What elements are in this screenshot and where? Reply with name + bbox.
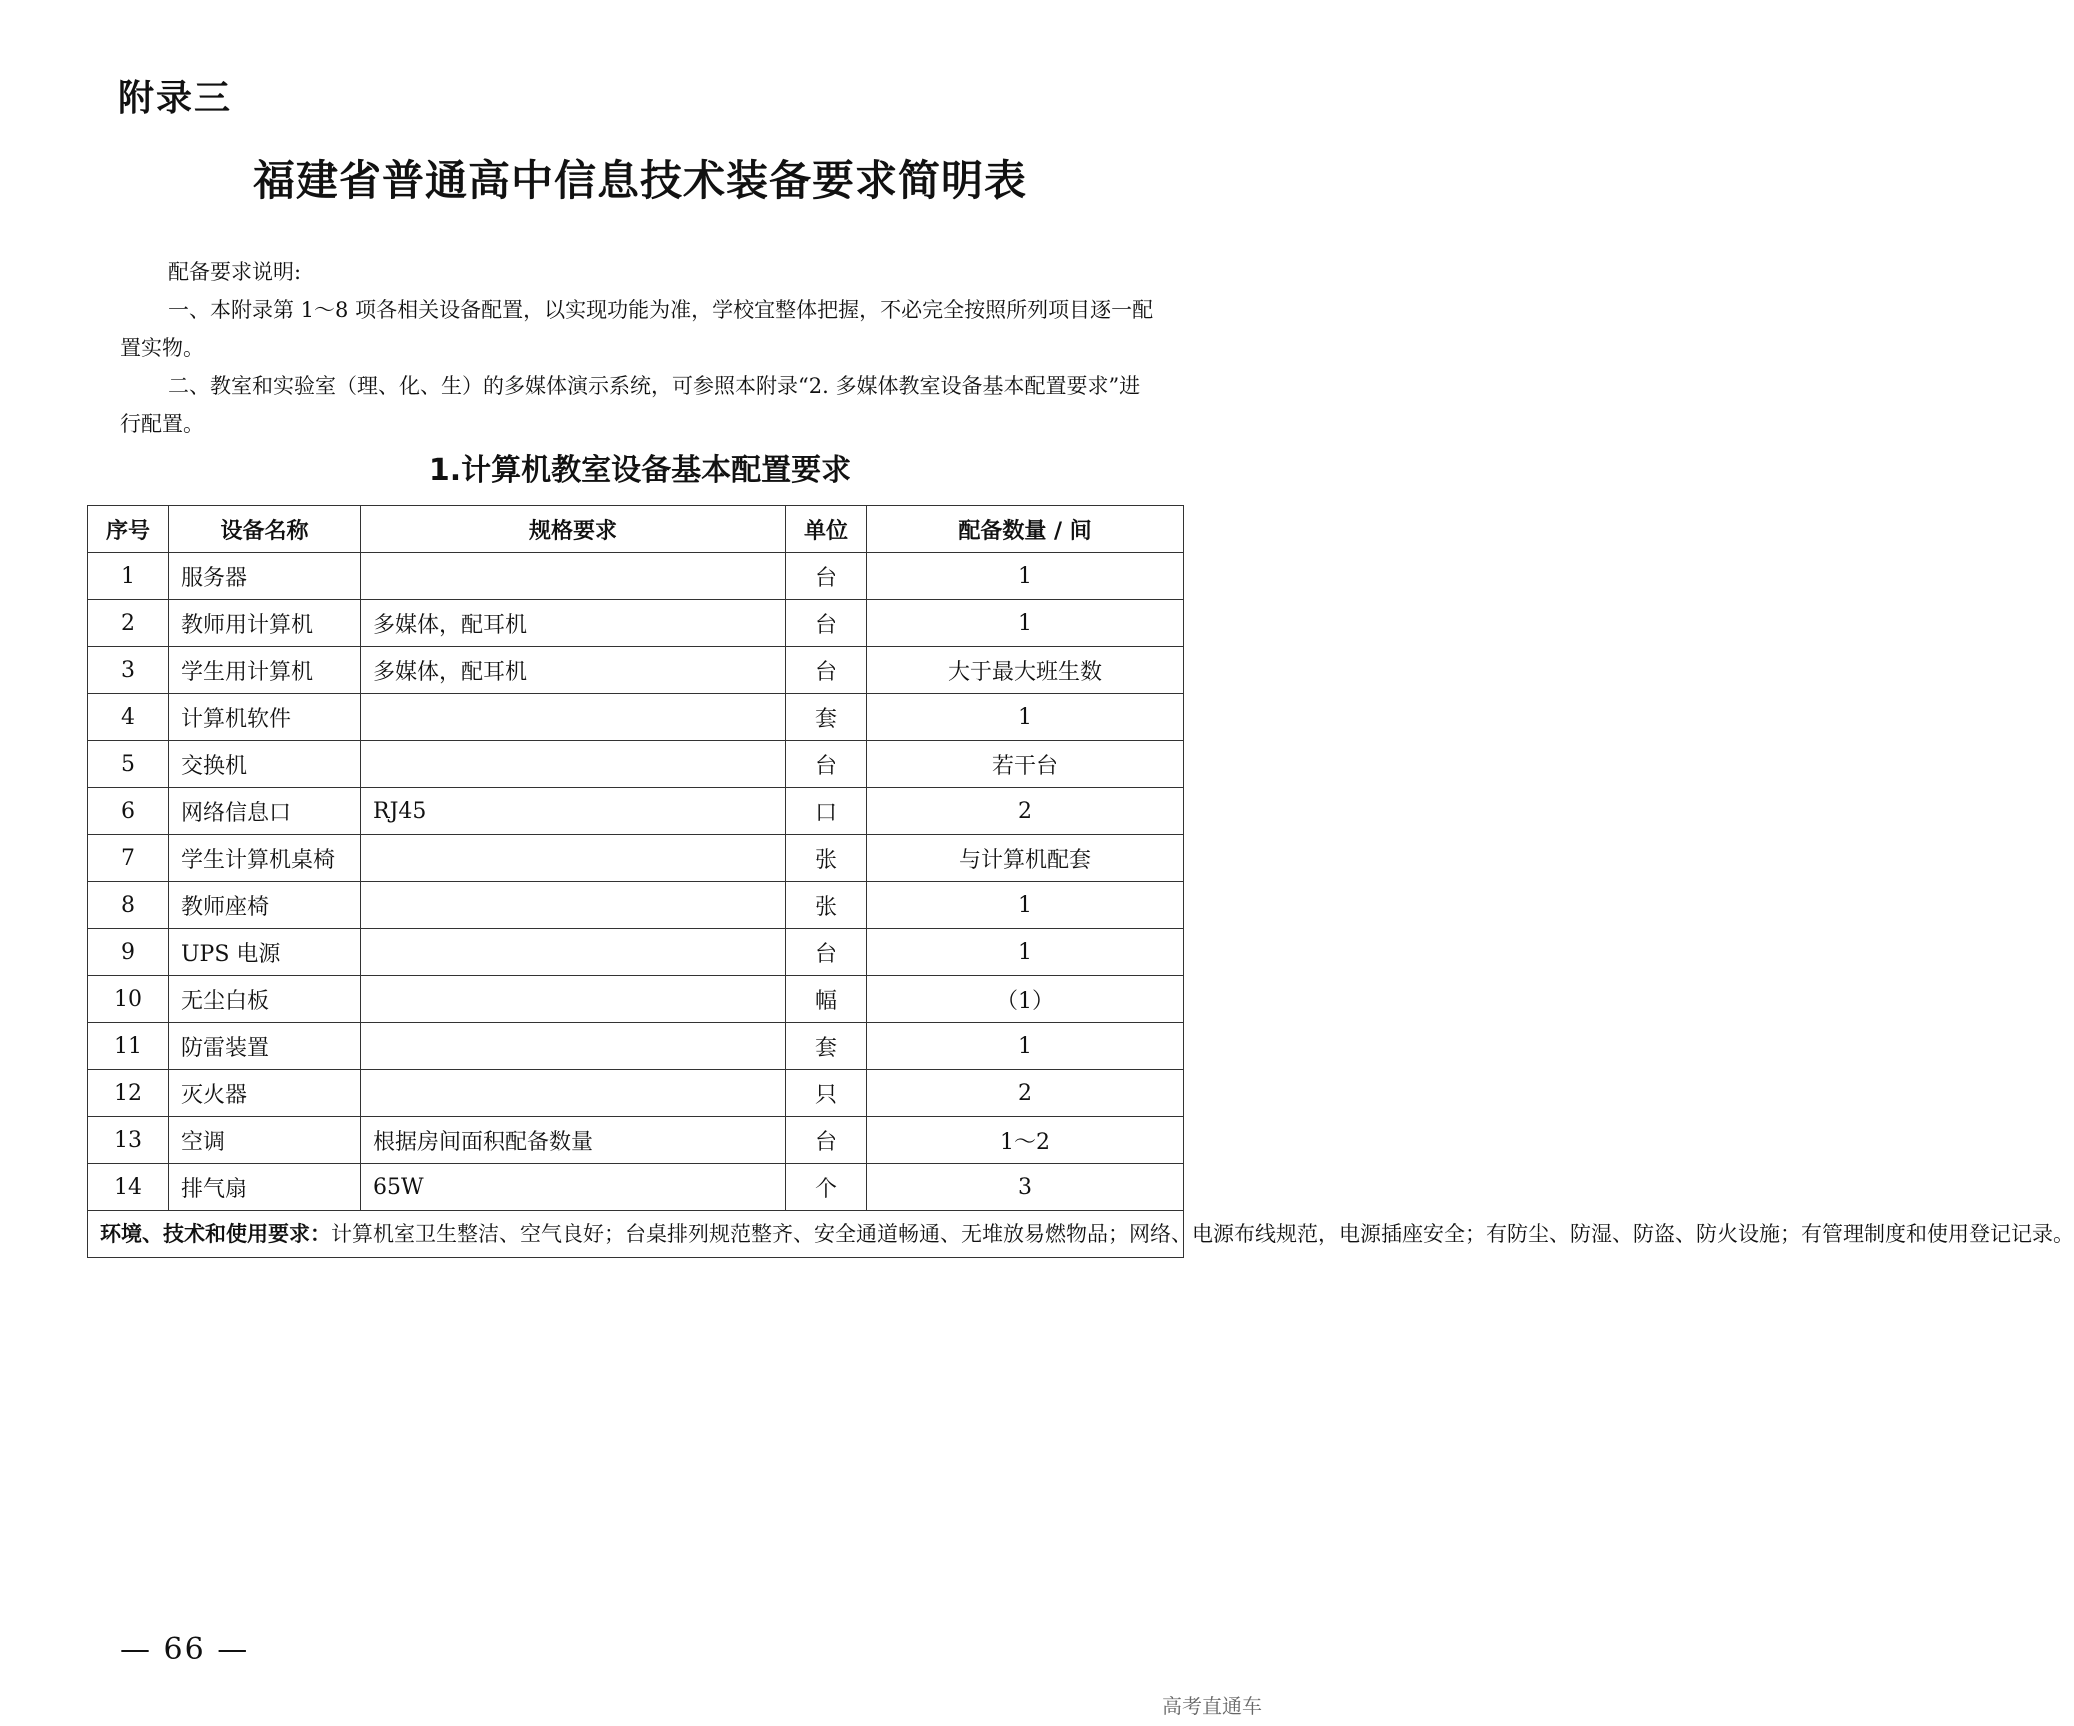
- cell-spec: [361, 1070, 786, 1117]
- cell-device-name: 教师用计算机: [169, 600, 361, 647]
- cell-spec: [361, 976, 786, 1023]
- equipment-table: [87, 505, 2074, 1258]
- table-header-row: [88, 506, 1184, 553]
- cell-unit: 台: [786, 741, 867, 788]
- cell-spec: [361, 694, 786, 741]
- cell-quantity: 2: [867, 1070, 1184, 1117]
- cell-spec: [361, 741, 786, 788]
- header-device-name: 设备名称: [169, 506, 361, 553]
- cell-unit: 台: [786, 553, 867, 600]
- environment-requirements: [88, 1211, 2074, 1258]
- table-row: [88, 929, 1184, 976]
- cell-quantity: 与计算机配套: [867, 835, 1184, 882]
- cell-index: 6: [88, 788, 169, 835]
- table-row: [88, 647, 1184, 694]
- cell-index: 9: [88, 929, 169, 976]
- cell-quantity: 3: [867, 1164, 1184, 1211]
- notes-item-1: 一、本附录第 1～8 项各相关设备配置，以实现功能为准，学校宜整体把握，不必完全按照所列项目逐一配置实物。: [120, 298, 1154, 360]
- cell-quantity: 1: [867, 882, 1184, 929]
- cell-unit: 张: [786, 835, 867, 882]
- cell-spec: [361, 929, 786, 976]
- cell-index: 12: [88, 1070, 169, 1117]
- cell-index: 3: [88, 647, 169, 694]
- cell-index: 5: [88, 741, 169, 788]
- table-row: [88, 741, 1184, 788]
- cell-unit: 张: [786, 882, 867, 929]
- cell-spec: 根据房间面积配备数量: [361, 1117, 786, 1164]
- table-row: [88, 1070, 1184, 1117]
- cell-unit: 台: [786, 600, 867, 647]
- cell-spec: [361, 835, 786, 882]
- table-row: [88, 835, 1184, 882]
- cell-index: 1: [88, 553, 169, 600]
- table-footer-row: [88, 1211, 1184, 1258]
- cell-index: 2: [88, 600, 169, 647]
- cell-unit: 台: [786, 647, 867, 694]
- cell-device-name: 教师座椅: [169, 882, 361, 929]
- table-row: [88, 1023, 1184, 1070]
- cell-device-name: 服务器: [169, 553, 361, 600]
- cell-unit: 只: [786, 1070, 867, 1117]
- table-row: [88, 976, 1184, 1023]
- header-index: 序号: [88, 506, 169, 553]
- table-row: [88, 600, 1184, 647]
- cell-unit: 口: [786, 788, 867, 835]
- cell-index: 11: [88, 1023, 169, 1070]
- environment-requirements-label: 环境、技术和使用要求：: [100, 1221, 331, 1246]
- table-row: [88, 1117, 1184, 1164]
- cell-index: 13: [88, 1117, 169, 1164]
- cell-device-name: 空调: [169, 1117, 361, 1164]
- cell-device-name: 交换机: [169, 741, 361, 788]
- cell-unit: 台: [786, 929, 867, 976]
- cell-quantity: 1: [867, 600, 1184, 647]
- cell-quantity: 1: [867, 694, 1184, 741]
- table-row: [88, 694, 1184, 741]
- cell-device-name: 排气扇: [169, 1164, 361, 1211]
- cell-index: 14: [88, 1164, 169, 1211]
- cell-quantity: 1～2: [867, 1117, 1184, 1164]
- environment-requirements-text: 计算机室卫生整洁、空气良好；台桌排列规范整齐、安全通道畅通、无堆放易燃物品；网络、电源布线规范，电源插座安全；有防尘、防湿、防盗、防火设施；有管理制度和使用登记记录。: [331, 1221, 2074, 1246]
- header-spec: 规格要求: [361, 506, 786, 553]
- cell-quantity: 若干台: [867, 741, 1184, 788]
- cell-device-name: UPS 电源: [169, 929, 361, 976]
- cell-index: 7: [88, 835, 169, 882]
- cell-spec: 65W: [361, 1164, 786, 1211]
- cell-spec: 多媒体，配耳机: [361, 647, 786, 694]
- cell-quantity: 1: [867, 553, 1184, 600]
- table-row: [88, 788, 1184, 835]
- table-row: [88, 553, 1184, 600]
- cell-spec: RJ45: [361, 788, 786, 835]
- table-row: [88, 1164, 1184, 1211]
- header-quantity: 配备数量 / 间: [867, 506, 1184, 553]
- cell-unit: 套: [786, 1023, 867, 1070]
- cell-index: 10: [88, 976, 169, 1023]
- header-unit: 单位: [786, 506, 867, 553]
- cell-index: 8: [88, 882, 169, 929]
- cell-quantity: （1）: [867, 976, 1184, 1023]
- cell-device-name: 学生计算机桌椅: [169, 835, 361, 882]
- cell-quantity: 2: [867, 788, 1184, 835]
- cell-device-name: 网络信息口: [169, 788, 361, 835]
- cell-quantity: 1: [867, 929, 1184, 976]
- cell-quantity: 1: [867, 1023, 1184, 1070]
- cell-spec: [361, 882, 786, 929]
- cell-unit: 套: [786, 694, 867, 741]
- cell-spec: [361, 1023, 786, 1070]
- section-title: 1.计算机教室设备基本配置要求: [428, 453, 852, 488]
- config-notes: [120, 253, 1160, 443]
- table-body: [88, 553, 1184, 1211]
- cell-unit: 个: [786, 1164, 867, 1211]
- cell-quantity: 大于最大班生数: [867, 647, 1184, 694]
- cell-unit: 台: [786, 1117, 867, 1164]
- cell-unit: 幅: [786, 976, 867, 1023]
- table-row: [88, 882, 1184, 929]
- notes-item-2: 二、教室和实验室（理、化、生）的多媒体演示系统，可参照本附录“2. 多媒体教室设备基本配置要求”进行配置。: [120, 374, 1141, 436]
- cell-spec: 多媒体，配耳机: [361, 600, 786, 647]
- cell-device-name: 计算机软件: [169, 694, 361, 741]
- cell-device-name: 无尘白板: [169, 976, 361, 1023]
- watermark: 高考直通车: [1162, 1694, 1262, 1718]
- page-title: 福建省普通高中信息技术装备要求简明表: [252, 156, 1027, 205]
- cell-device-name: 学生用计算机: [169, 647, 361, 694]
- cell-device-name: 灭火器: [169, 1070, 361, 1117]
- notes-heading: 配备要求说明:: [168, 260, 302, 284]
- cell-spec: [361, 553, 786, 600]
- cell-device-name: 防雷装置: [169, 1023, 361, 1070]
- page-number: — 66 —: [120, 1632, 250, 1667]
- cell-index: 4: [88, 694, 169, 741]
- appendix-label: 附录三: [118, 78, 233, 119]
